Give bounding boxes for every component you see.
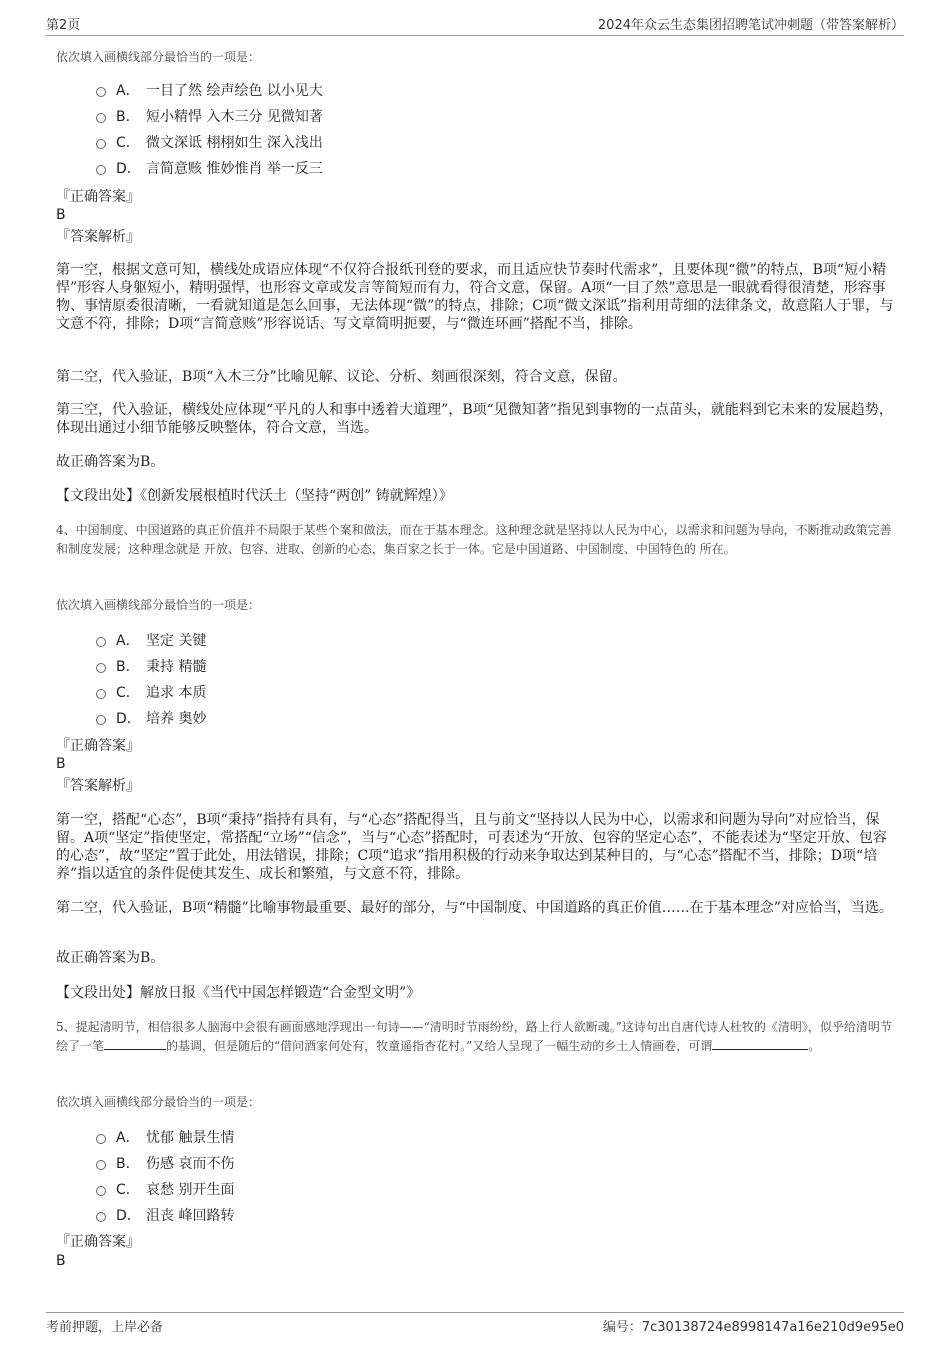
q4-analysis-para-1: 第一空，搭配“心态”，B项“秉持”指持有具有，与“心态”搭配得当，且与前文“坚持以人民为中心，以需求和问题为导向”对应恰当，保留。A项“坚定”指使坚定，常搭配“立场”“信念”，当与“心态”搭配时，可表述为“开放、包容的坚定心态”，不能表述为“坚定开放、包容的心态”，故“坚定”置于此处，用法错误，排除；C项“追求”指用积极的行动来争取达到某种目的，与“心态”搭配不当，排除；D项“培养”指以适宜的条件促使其发生、成长和繁殖，与文意不符，排除。 [56,812,887,882]
q4-option-a[interactable]: A． 坚定 关键 [96,627,206,653]
q5-options [96,1124,234,1228]
q3-analysis-para-2: 第二空，代入验证，B项“入木三分”比喻见解、议论、分析、刻画很深刻，符合文意，保留。 [56,369,627,385]
q3-option-c[interactable]: C． 微文深诋 栩栩如生 深入浅出 [96,129,323,155]
q4-stem: 4、中国制度、中国道路的真正价值并不局限于某些个案和做法，而在于基本理念。这种理念就是坚持以人民为中心，以需求和问题为导向，不断推动政策完善和制度发展；这种理念就是 开放、包容、进取、创新的心态，集百家之长于一体。它是中国道路、中国制度、中国特色的 所在。 [56,523,892,556]
radio-button-icon[interactable] [96,1160,106,1170]
q3-option-b[interactable]: B． 短小精悍 入木三分 见微知著 [96,103,323,129]
page-footer [46,1312,904,1334]
q4-conclusion: 故正确答案为B。 [56,950,165,966]
q5-prompt: 依次填入画横线部分最恰当的一项是： [56,1095,261,1109]
q3-analysis-label: 『答案解析』 [56,229,140,245]
q4-answer: B [56,756,66,772]
q4-analysis-label: 『答案解析』 [56,778,140,794]
radio-button-icon[interactable] [96,1212,106,1222]
q5-option-a[interactable]: A． 忧郁 触景生情 [96,1124,234,1150]
q3-option-a[interactable]: A． 一目了然 绘声绘色 以小见大 [96,77,323,103]
document-title: 2024年众云生态集团招聘笔试冲刺题（带答案解析） [597,17,904,33]
q5-stem-part-1: 5、提起清明节，相信很多人脑海中会很有画面感地浮现出一句诗——“清明时节雨纷纷，路上行人欲断魂。”这诗句出自唐代诗人杜牧的《清明》，似乎给清明节绘了一笔 [56,1020,892,1053]
radio-button-icon[interactable] [96,113,106,123]
radio-button-icon[interactable] [96,715,106,725]
radio-button-icon[interactable] [96,87,106,97]
q3-prompt: 依次填入画横线部分最恰当的一项是： [56,50,261,64]
q4-answer-label: 『正确答案』 [56,738,140,754]
q5-answer: B [56,1253,66,1269]
fill-blank-2 [712,1037,808,1050]
q3-answer: B [56,207,66,223]
document-id: 编号：7c30138724e8998147a16e210d9e95e0 [602,1319,904,1335]
radio-button-icon[interactable] [96,663,106,673]
q4-options [96,627,206,731]
q5-option-c[interactable]: C． 哀愁 别开生面 [96,1176,234,1202]
q4-option-d[interactable]: D． 培养 奥妙 [96,705,206,731]
q4-option-b[interactable]: B． 秉持 精髓 [96,653,206,679]
q4-source: 【文段出处】解放日报《当代中国怎样锻造“合金型文明”》 [56,985,421,1001]
q5-option-d[interactable]: D． 沮丧 峰回路转 [96,1202,234,1228]
q5-stem [56,1018,894,1056]
q5-answer-label: 『正确答案』 [56,1234,140,1250]
radio-button-icon[interactable] [96,637,106,647]
q5-stem-part-3: 。 [808,1039,821,1053]
q3-option-d[interactable]: D． 言简意赅 惟妙惟肖 举一反三 [96,155,323,181]
q3-analysis-para-1: 第一空，根据文意可知，横线处成语应体现“不仅符合报纸刊登的要求，而且适应快节奏时代需求”，且要体现“微”的特点，B项“短小精悍”形容人身躯短小，精明强悍，也形容文章或发言等简短而有力，符合文意，保留。A项“一目了然”意思是一眼就看得很清楚，形容事物、事情原委很清晰，一看就知道是怎么回事，无法体现“微”的特点，排除；C项“微文深诋”指利用苛细的法律条文，故意陷人于罪，与文意不符，排除；D项“言简意赅”形容说话、写文章简明扼要，与“微连环画”搭配不当，排除。 [56,262,894,332]
q3-conclusion: 故正确答案为B。 [56,454,165,470]
q4-prompt: 依次填入画横线部分最恰当的一项是： [56,598,261,612]
q5-option-b[interactable]: B． 伤感 哀而不伤 [96,1150,234,1176]
radio-button-icon[interactable] [96,689,106,699]
radio-button-icon[interactable] [96,165,106,175]
q5-stem-part-2: 的基调，但是随后的“借问酒家何处有，牧童遥指杏花村。”又给人呈现了一幅生动的乡土人情画卷，可谓 [166,1039,713,1053]
q3-source: 【文段出处】《创新发展根植时代沃土（坚持“两创” 铸就辉煌）》 [56,488,453,504]
page-number: 第2页 [46,17,81,33]
radio-button-icon[interactable] [96,139,106,149]
footer-slogan: 考前押题，上岸必备 [46,1319,164,1335]
q3-answer-label: 『正确答案』 [56,189,140,205]
radio-button-icon[interactable] [96,1134,106,1144]
q4-option-c[interactable]: C． 追求 本质 [96,679,206,705]
fill-blank-1 [104,1037,166,1050]
page-header [46,14,904,36]
q3-analysis-para-3: 第三空，代入验证，横线处应体现“平凡的人和事中透着大道理”，B项“见微知著”指见到事物的一点苗头，就能料到它未来的发展趋势，体现出通过小细节能够反映整体，符合文意，当选。 [56,402,893,436]
radio-button-icon[interactable] [96,1186,106,1196]
q4-analysis-para-2: 第二空，代入验证，B项“精髓”比喻事物最重要、最好的部分，与“中国制度、中国道路的真正价值……在于基本理念”对应恰当，当选。 [56,900,893,916]
q3-options [96,77,323,181]
